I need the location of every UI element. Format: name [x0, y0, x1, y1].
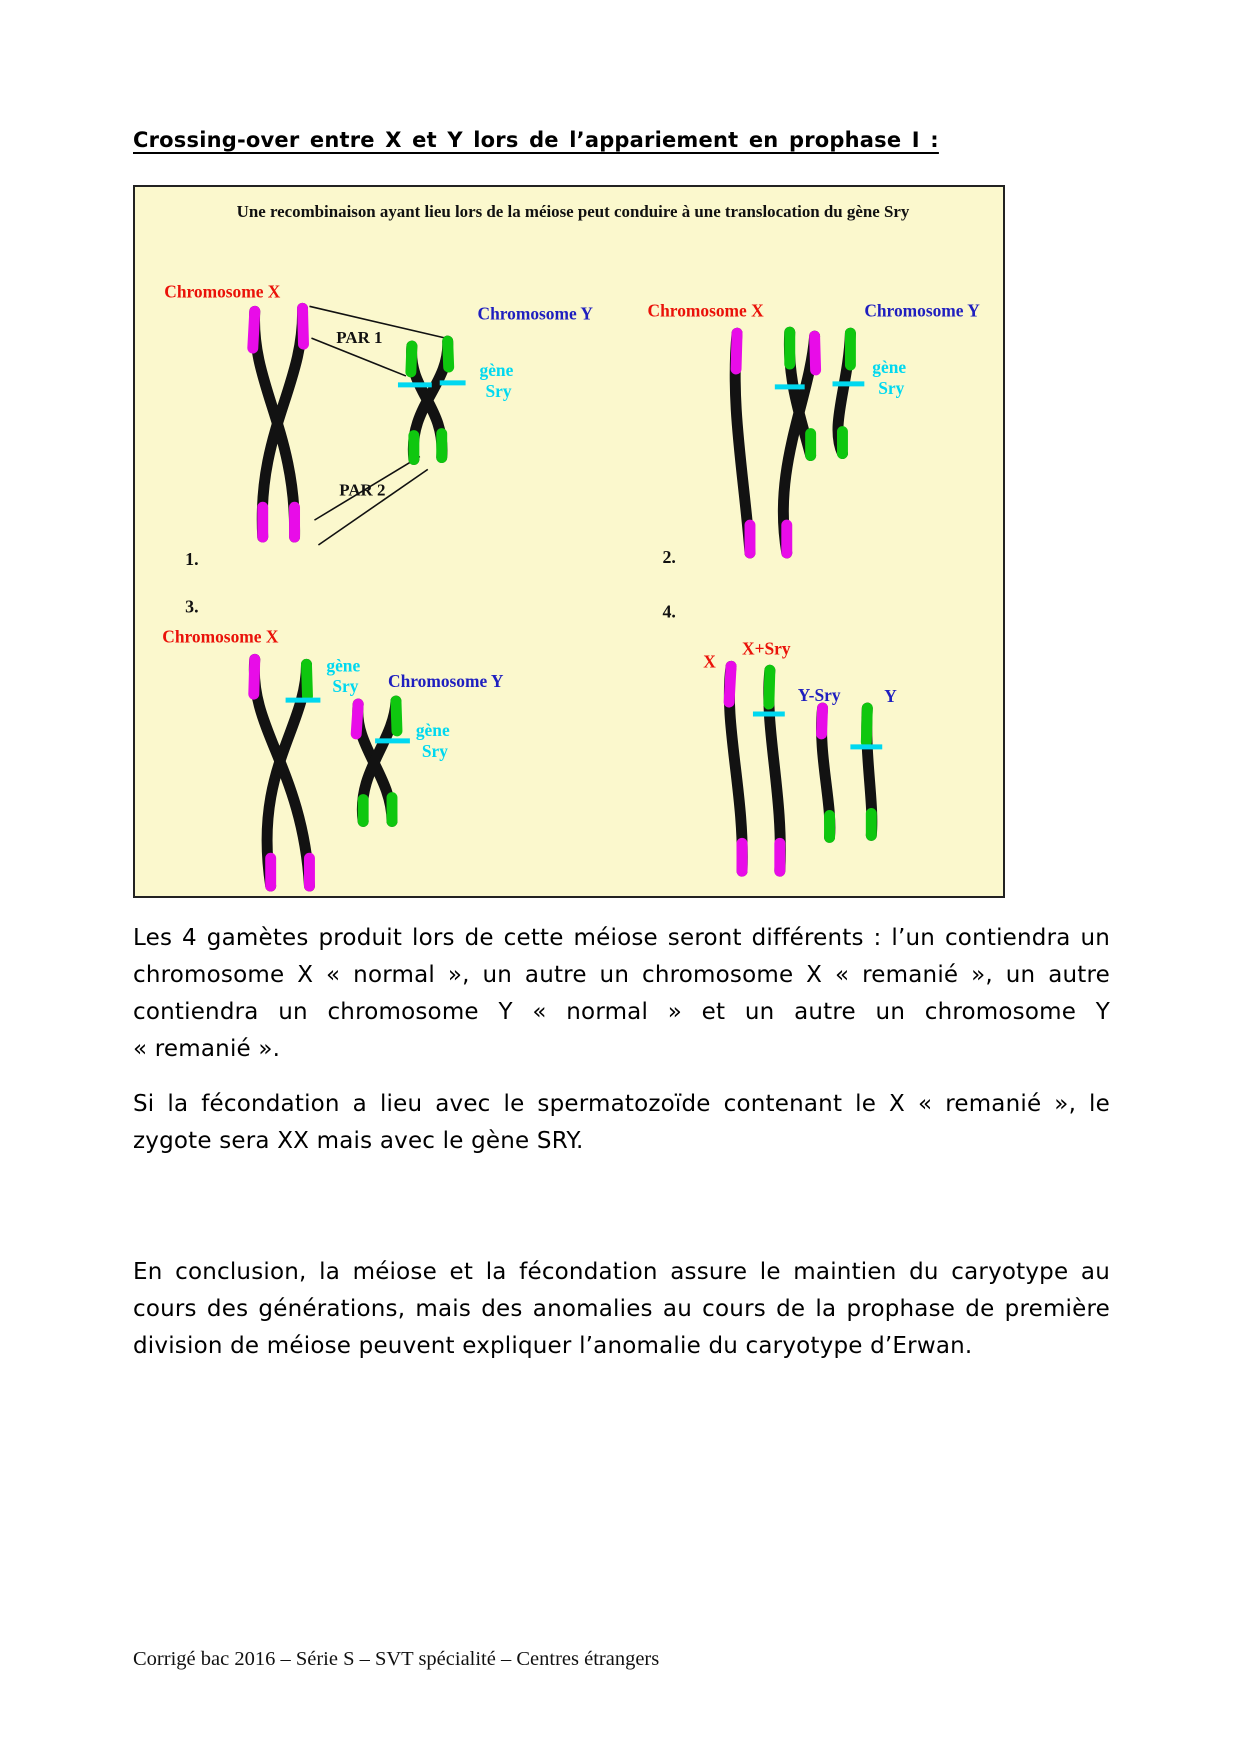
- panel3-gene-sry-y-label-line1: gène: [415, 719, 450, 740]
- panel2-gene-sry-label-line1: gène: [872, 356, 907, 377]
- page-footer: Corrigé bac 2016 – Série S – SVT spécialité – Centres étrangers: [133, 1648, 660, 1670]
- panel2-number: 2.: [662, 546, 676, 567]
- panel3-gene-sry-x-label-line2: Sry: [332, 676, 359, 697]
- panel1-gene-sry-label-line1: gène: [479, 359, 514, 380]
- panel1-gene-sry-label-line2: Sry: [485, 380, 512, 401]
- figure-caption: Une recombinaison ayant lieu lors de la méiose peut conduire à une translocation du gène Sry: [236, 201, 910, 221]
- panel4-chromatid-y: [850, 708, 882, 835]
- paragraph-conclusion: En conclusion, la méiose et la fécondation assure le maintien du caryotype au cours des générations, mais des anomalies au cours de la prophase de première division de méiose peuvent expliquer l’anomalie du caryotype d’Erwan.: [133, 1259, 1110, 1359]
- page-title: Crossing-over entre X et Y lors de l’appariement en prophase I :: [133, 128, 939, 152]
- panel4-chromatid-x: [729, 666, 742, 871]
- par2-label: PAR 2: [339, 480, 386, 500]
- panel2-gene-sry-label-line2: Sry: [878, 377, 905, 398]
- paragraph-fecondation: Si la fécondation a lieu avec le spermatozoïde contenant le X « remanié », le zygote sera XX mais avec le gène SRY.: [133, 1091, 1110, 1154]
- panel-4: [662, 602, 897, 872]
- panel-1: [164, 281, 593, 568]
- panel-3: [162, 597, 504, 886]
- panel3-gene-sry-x-label-line1: gène: [326, 655, 361, 676]
- panel2-chromosome-y-label: Chromosome Y: [864, 300, 980, 321]
- panel4-chromatid-x-plus-sry: [753, 670, 785, 871]
- panel3-chromosome-x-shape: [254, 659, 321, 886]
- panel4-y-label: Y: [884, 686, 897, 707]
- paragraph-gametes: Les 4 gamètes produit lors de cette méiose seront différents : l’un contiendra un chromosome X « normal », un autre un chromosome X « remanié », un autre contiendra un chromosome Y « normal » et un autre un chromosome Y « remanié ».: [133, 925, 1110, 1062]
- panel1-chromosome-y-label: Chromosome Y: [477, 303, 593, 324]
- figure-canvas: [135, 187, 1003, 896]
- panel4-y-sry-label: Y-Sry: [797, 685, 841, 706]
- panel4-x-label: X: [703, 651, 716, 672]
- panel3-number: 3.: [185, 596, 199, 617]
- panel4-chromatid-y-minus-sry: [822, 708, 830, 837]
- panel1-chromosome-x-shape: [253, 308, 304, 537]
- panel1-chromosome-x-label: Chromosome X: [164, 281, 281, 302]
- panel1-number: 1.: [185, 548, 199, 569]
- panel2-chromosome-x-label: Chromosome X: [647, 300, 764, 321]
- panel4-number: 4.: [662, 601, 676, 622]
- panel3-chromosome-y-label: Chromosome Y: [388, 671, 504, 692]
- panel3-chromosome-x-label: Chromosome X: [162, 626, 279, 647]
- panel4-x-sry-label: X+Sry: [742, 638, 791, 659]
- panel3-chromosome-y-shape: [356, 701, 410, 821]
- panel2-crossing-over-shape: [735, 332, 864, 553]
- panel3-gene-sry-y-label-line2: Sry: [421, 740, 448, 761]
- panel-2: [648, 300, 981, 567]
- par1-label: PAR 1: [336, 328, 383, 348]
- meiosis-translocation-figure: [133, 185, 1005, 898]
- panel1-chromosome-y-shape: [398, 341, 466, 459]
